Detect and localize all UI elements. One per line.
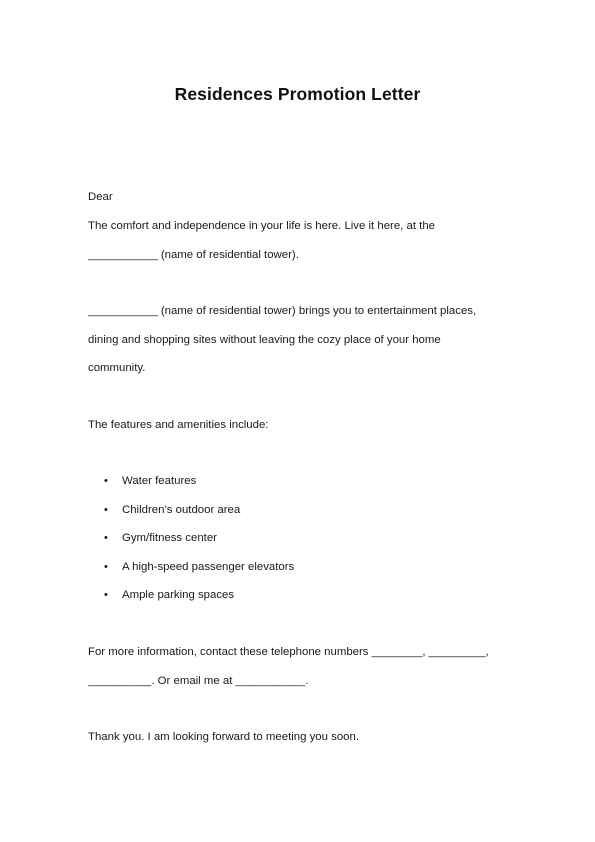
bullet-icon: • bbox=[104, 504, 108, 516]
features-intro: The features and amenities include: bbox=[88, 419, 269, 431]
contact-line-2: __________. Or email me at ___________. bbox=[88, 675, 309, 687]
paragraph-2-line-1: ___________ (name of residential tower) brings you to entertainment places, bbox=[88, 305, 477, 317]
contact-line-1: For more information, contact these telephone numbers ________, _________, bbox=[88, 646, 489, 658]
bullet-icon: • bbox=[104, 532, 108, 544]
paragraph-1-line-2: ___________ (name of residential tower). bbox=[88, 249, 299, 261]
bullet-icon: • bbox=[104, 589, 108, 601]
feature-label: A high-speed passenger elevators bbox=[122, 561, 295, 573]
paragraph-2-line-2: dining and shopping sites without leaving the cozy place of your home bbox=[88, 334, 441, 346]
feature-label: Ample parking spaces bbox=[122, 589, 235, 601]
list-item bbox=[104, 503, 240, 517]
closing-line: Thank you. I am looking forward to meeting you soon. bbox=[88, 731, 359, 743]
list-item bbox=[104, 531, 217, 545]
list-item bbox=[104, 588, 234, 602]
paragraph-2-line-3: community. bbox=[88, 362, 146, 374]
list-item bbox=[104, 474, 196, 488]
feature-label: Water features bbox=[122, 475, 197, 487]
feature-label: Gym/fitness center bbox=[122, 532, 217, 544]
list-item bbox=[104, 560, 294, 574]
salutation: Dear bbox=[88, 191, 113, 203]
bullet-icon: • bbox=[104, 475, 108, 487]
paragraph-1-line-1: The comfort and independence in your life is here. Live it here, at the bbox=[88, 220, 435, 232]
feature-label: Children’s outdoor area bbox=[122, 504, 241, 516]
bullet-icon: • bbox=[104, 561, 108, 573]
document-title: Residences Promotion Letter bbox=[174, 84, 421, 104]
